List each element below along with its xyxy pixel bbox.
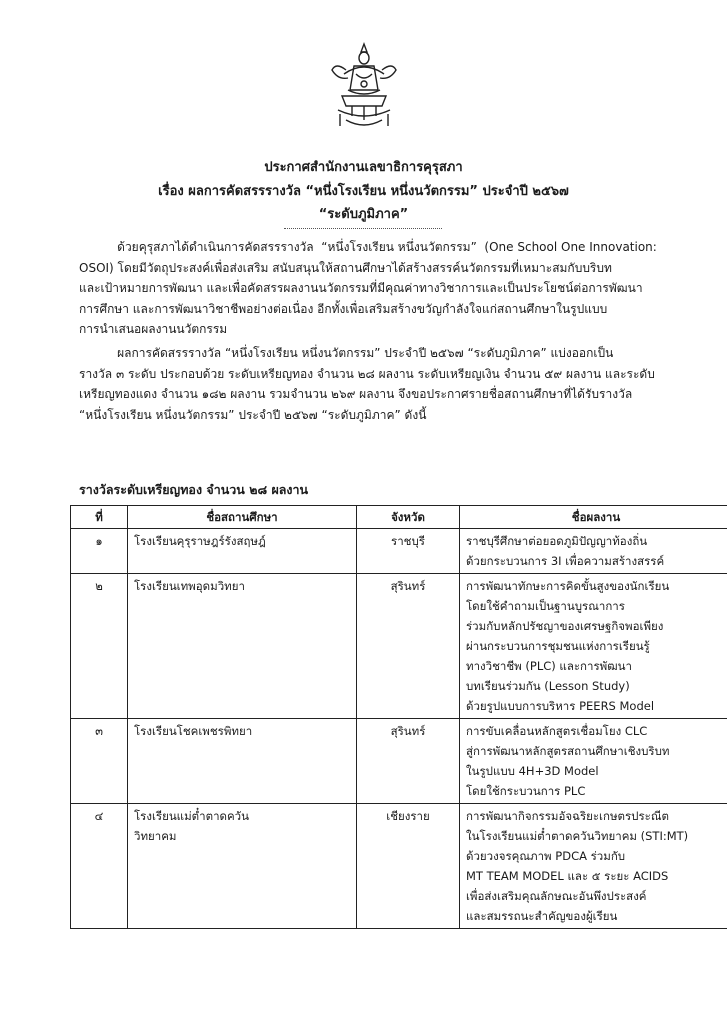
work-title-line: การขับเคลื่อนหลักสูตรเชื่อมโยง CLC bbox=[466, 724, 648, 738]
work-title-line: บทเรียนร่วมกัน (Lesson Study) bbox=[466, 679, 630, 693]
school-name-line: วิทยาคม bbox=[134, 829, 177, 843]
work-title-line: ในรูปแบบ 4H+3D Model bbox=[466, 764, 599, 778]
work-title bbox=[460, 719, 727, 804]
school-name-line: โรงเรียนโชคเพชรพิทยา bbox=[134, 724, 253, 738]
teachers-council-seal-logo bbox=[326, 40, 402, 132]
work-title-line: ผ่านกระบวนการชุมชนแห่งการเรียนรู้ bbox=[466, 639, 650, 653]
row-number: ๓ bbox=[71, 719, 128, 804]
row-number: ๒ bbox=[71, 574, 128, 719]
intro-paragraph bbox=[79, 237, 669, 340]
work-title bbox=[460, 804, 727, 929]
work-title-line: โดยใช้กระบวนการ PLC bbox=[466, 784, 586, 798]
work-title-line: ร่วมกับหลักปรัชญาของเศรษฐกิจพอเพียง bbox=[466, 619, 664, 633]
work-title-line: ทางวิชาชีพ (PLC) และการพัฒนา bbox=[466, 659, 632, 673]
work-title bbox=[460, 574, 727, 719]
table-row bbox=[71, 804, 727, 929]
gold-award-heading: รางวัลระดับเหรียญทอง จำนวน ๒๘ ผลงาน bbox=[79, 482, 309, 497]
paragraph-line: “หนึ่งโรงเรียน หนึ่งนวัตกรรม” ประจำปี ๒๕๖๗ “ระดับภูมิภาค” ดังนี้ bbox=[79, 407, 427, 422]
col-header-work: ชื่อผลงาน bbox=[460, 506, 727, 529]
work-title bbox=[460, 529, 727, 574]
school-name bbox=[128, 529, 357, 574]
work-title-line: โดยใช้คำถามเป็นฐานบูรณาการ bbox=[466, 599, 625, 613]
work-title-line: ด้วยรูปแบบการบริหาร PEERS Model bbox=[466, 699, 655, 713]
school-name bbox=[128, 719, 357, 804]
paragraph-line: OSOI) โดยมีวัตถุประสงค์เพื่อส่งเสริม สนับสนุนให้สถานศึกษาได้สร้างสรรค์นวัตกรรมที่เหมาะสมกับบริบท bbox=[79, 260, 612, 275]
school-name-line: โรงเรียนเทพอุดมวิทยา bbox=[134, 579, 245, 593]
school-name bbox=[128, 804, 357, 929]
work-title-line: และสมรรถนะสำคัญของผู้เรียน bbox=[466, 909, 618, 923]
announcement-title: ประกาศสำนักงานเลขาธิการคุรุสภา bbox=[264, 160, 463, 175]
school-name-line: โรงเรียนแม่ต๋ำตาดควัน bbox=[134, 809, 249, 823]
province: สุรินทร์ bbox=[357, 574, 460, 719]
announcement-subject: เรื่อง ผลการคัดสรรรางวัล “หนึ่งโรงเรียน หนึ่งนวัตกรรม” ประจำปี ๒๕๖๗ bbox=[158, 184, 569, 199]
province: เชียงราย bbox=[357, 804, 460, 929]
work-title-line: การพัฒนาทักษะการคิดขั้นสูงของนักเรียน bbox=[466, 579, 670, 593]
province: สุรินทร์ bbox=[357, 719, 460, 804]
table-row bbox=[71, 719, 727, 804]
work-title-line: สู่การพัฒนาหลักสูตรสถานศึกษาเชิงบริบท bbox=[466, 744, 670, 758]
table-header-row bbox=[71, 506, 727, 529]
paragraph-line: และเป้าหมายการพัฒนา และเพื่อคัดสรรผลงานนวัตกรรมที่มีคุณค่าทางวิชาการและเป็นประโยชน์ต่อการพัฒนา bbox=[79, 281, 643, 295]
announcement-level: “ระดับภูมิภาค” bbox=[318, 207, 409, 222]
work-title-line: การพัฒนากิจกรรมอัจฉริยะเกษตรประณีต bbox=[466, 809, 669, 823]
paragraph-line: ด้วยคุรุสภาได้ดำเนินการคัดสรรรางวัล “หนึ่งโรงเรียน หนึ่งนวัตกรรม” (One School One Innovation: bbox=[79, 240, 657, 254]
work-title-line: เพื่อส่งเสริมคุณลักษณะอันพึงประสงค์ bbox=[466, 889, 647, 903]
work-title-line: ราชบุรีศึกษาต่อยอดภูมิปัญญาท้องถิ่น bbox=[466, 534, 648, 548]
school-name bbox=[128, 574, 357, 719]
paragraph-line: ผลการคัดสรรรางวัล “หนึ่งโรงเรียน หนึ่งนวัตกรรม” ประจำปี ๒๕๖๗ “ระดับภูมิภาค” แบ่งออกเป็น bbox=[79, 346, 614, 360]
row-number: ๑ bbox=[71, 529, 128, 574]
paragraph-line: การนำเสนอผลงานนวัตกรรม bbox=[79, 322, 228, 336]
paragraph-line: เหรียญทองแดง จำนวน ๑๘๒ ผลงาน รวมจำนวน ๒๖๙ ผลงาน จึงขอประกาศรายชื่อสถานศึกษาที่ได้รับรางวัล bbox=[79, 387, 633, 401]
paragraph-line: การศึกษา และการพัฒนาวิชาชีพอย่างต่อเนื่อง อีกทั้งเพื่อเสริมสร้างขวัญกำลังใจแก่สถานศึกษาในรูปแบบ bbox=[79, 301, 608, 316]
col-header-province: จังหวัด bbox=[357, 506, 460, 529]
province: ราชบุรี bbox=[357, 529, 460, 574]
gold-award-table bbox=[70, 505, 727, 929]
table-row bbox=[71, 529, 727, 574]
dotted-divider bbox=[284, 228, 442, 229]
results-paragraph bbox=[79, 343, 669, 425]
col-header-school: ชื่อสถานศึกษา bbox=[128, 506, 357, 529]
work-title-line: ในโรงเรียนแม่ต๋ำตาดควันวิทยาคม (STI:MT) bbox=[466, 829, 689, 843]
row-number: ๔ bbox=[71, 804, 128, 929]
work-title-line: ด้วยกระบวนการ 3I เพื่อความสร้างสรรค์ bbox=[466, 554, 665, 568]
work-title-line: MT TEAM MODEL และ ๕ ระยะ ACIDS bbox=[466, 869, 669, 883]
school-name-line: โรงเรียนคุรุราษฎร์รังสฤษฎ์ bbox=[134, 534, 266, 548]
col-header-no: ที่ bbox=[71, 506, 128, 529]
table-row bbox=[71, 574, 727, 719]
paragraph-line: รางวัล ๓ ระดับ ประกอบด้วย ระดับเหรียญทอง จำนวน ๒๘ ผลงาน ระดับเหรียญเงิน จำนวน ๕๙ ผลงาน และระดับ bbox=[79, 366, 655, 381]
work-title-line: ด้วยวงจรคุณภาพ PDCA ร่วมกับ bbox=[466, 849, 626, 863]
